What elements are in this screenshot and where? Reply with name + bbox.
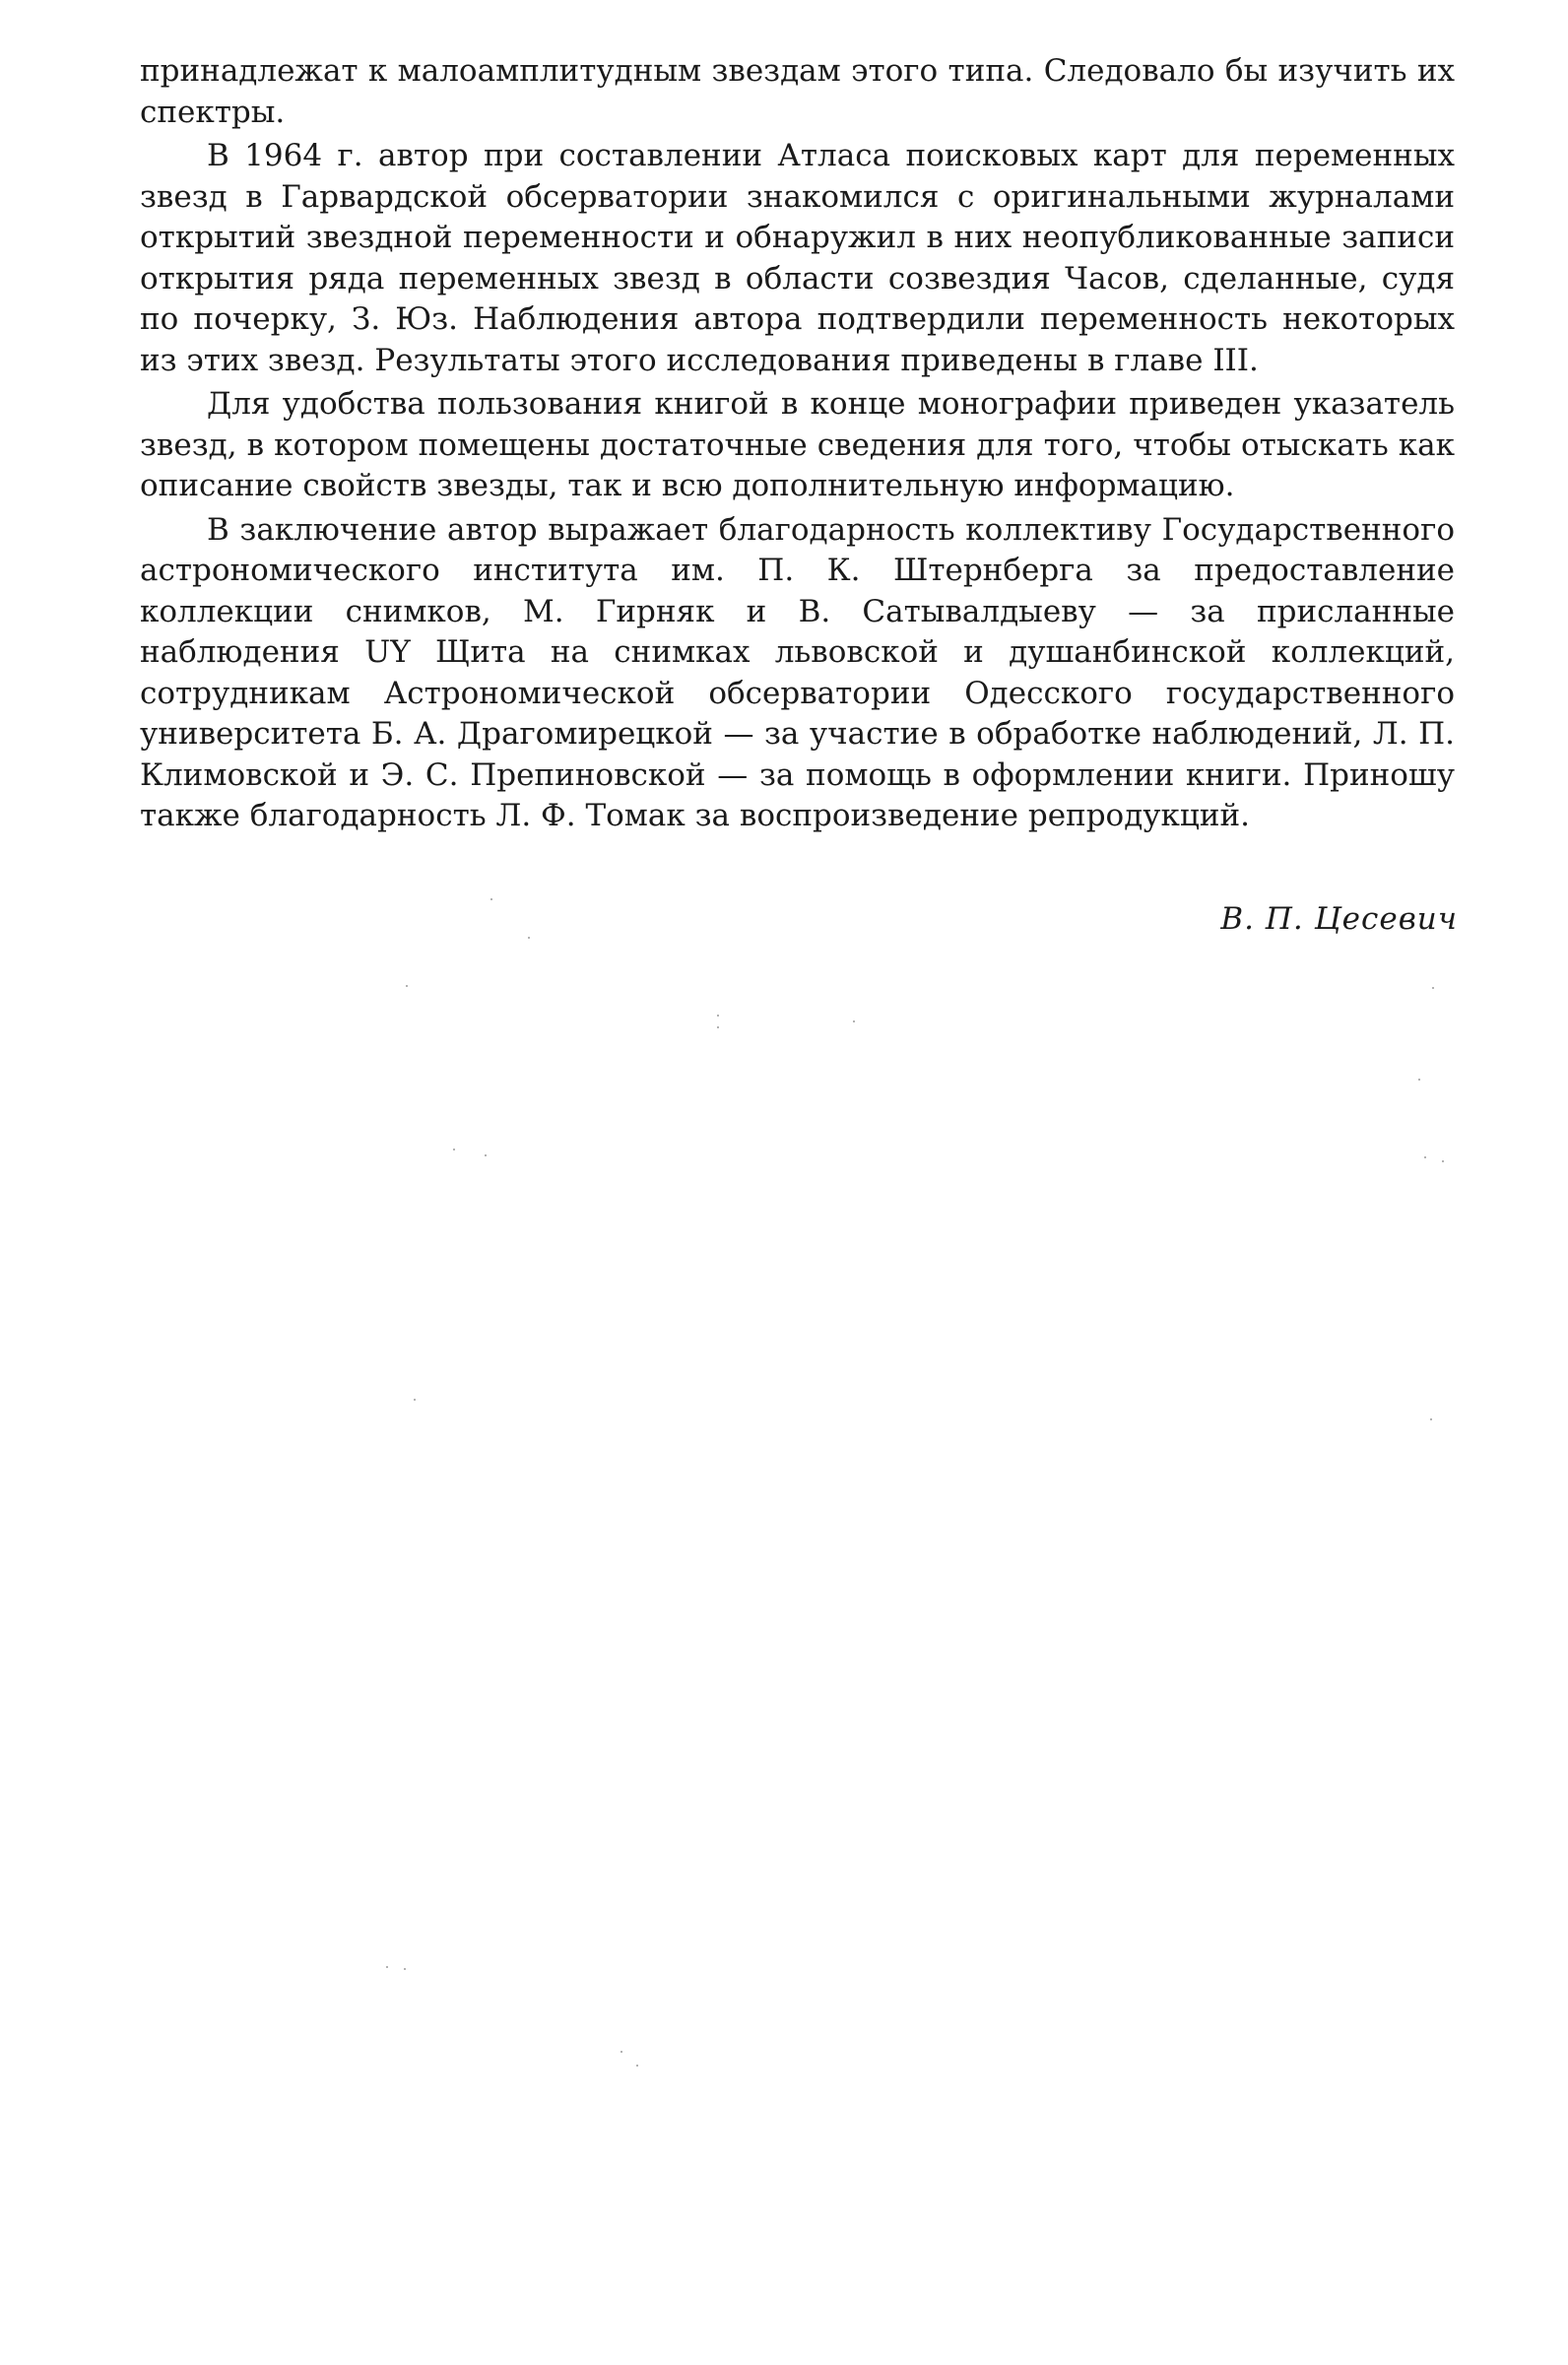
scan-speck bbox=[717, 1026, 719, 1028]
paragraph-index: Для удобства пользования книгой в конце монографии приведен указатель звезд, в котором помещены достаточные сведения для того, чтобы отыскать как описание свойств звезды, так и всю дополнительную информацию. bbox=[140, 386, 1455, 503]
scan-speck bbox=[1418, 1079, 1420, 1081]
scan-speck bbox=[485, 1154, 487, 1156]
scan-speck bbox=[1432, 987, 1434, 989]
scan-speck bbox=[1442, 1160, 1444, 1162]
scan-speck bbox=[528, 937, 530, 939]
scan-speck bbox=[406, 985, 408, 987]
paragraph-acknowledgements: В заключение автор выражает благодарность коллективу Государственного астрономического института им. П. К. Штернберга за предоставление коллекции снимков, М. Гирняк и В. Сатывалдыеву — за присланные наблюдения UY Щита на снимках львовской и душанбинской коллекций, сотрудникам Астрономической обсерватории Одесского государственного университета Б. А. Драгомирецкой — за участие в обработке наблюдений, Л. П. Климовской и Э. С. Препиновской — за помощь в оформлении книги. Приношу также благодарность Л. Ф. Томак за воспроизведение репродукций. bbox=[140, 511, 1455, 833]
scan-speck bbox=[717, 1015, 719, 1017]
scan-speck bbox=[621, 2051, 622, 2053]
scan-speck bbox=[853, 1020, 855, 1022]
preface-text bbox=[140, 51, 1455, 837]
paragraph-atlas: В 1964 г. автор при составлении Атласа поисковых карт для переменных звезд в Гарвардской обсерватории знакомился с оригинальными журналами открытий звездной переменности и обнаружил в них неопубликованные записи открытия ряда переменных звезд в области созвездия Часов, сделанные, судя по почерку, З. Юз. Наблюдения автора подтвердили переменность некоторых из этих звезд. Результаты этого исследования приведены в главе III. bbox=[140, 138, 1455, 378]
scan-speck bbox=[490, 898, 492, 900]
scan-speck bbox=[636, 2065, 638, 2067]
scan-speck bbox=[386, 1966, 388, 1968]
author-signature: В. П. Цесевич bbox=[1220, 901, 1458, 937]
scan-speck bbox=[414, 1399, 416, 1401]
scan-speck bbox=[404, 1968, 406, 1970]
scan-speck bbox=[1430, 1418, 1432, 1420]
scan-speck bbox=[453, 1149, 455, 1150]
scan-speck bbox=[1424, 1156, 1426, 1158]
paragraph-continuation: принадлежат к малоамплитудным звездам этого типа. Следовало бы изучить их спектры. bbox=[140, 53, 1455, 130]
